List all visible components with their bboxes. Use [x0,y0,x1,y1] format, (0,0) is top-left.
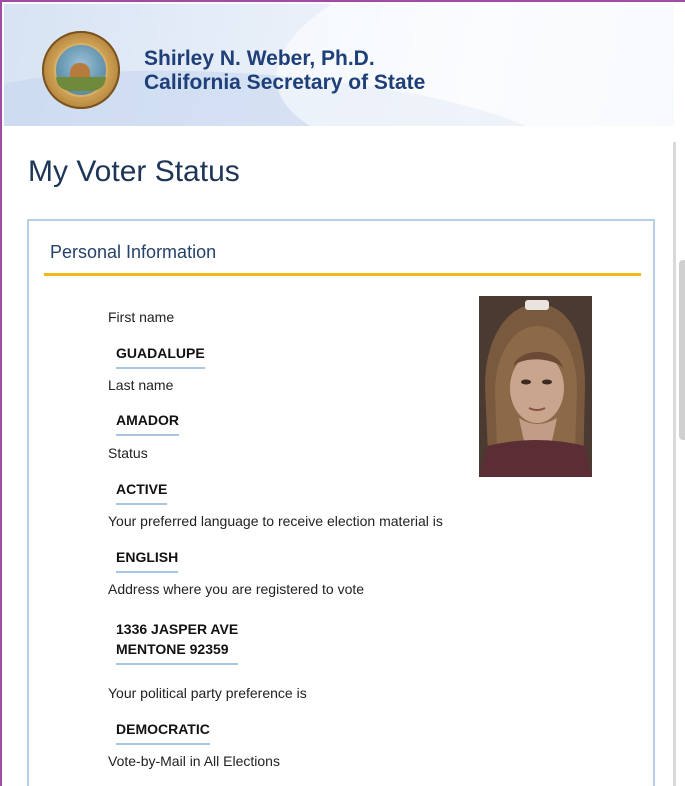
status-label: Status [108,445,148,461]
california-seal-icon[interactable] [42,31,120,109]
address-line-2: MENTONE 92359 [116,641,229,657]
last-name-underline [116,434,179,436]
personal-information-card [27,219,655,786]
secretary-name: Shirley N. Weber, Ph.D. [144,47,375,70]
last-name-text: AMADOR [116,412,179,428]
party-text: DEMOCRATIC [116,721,210,737]
content-edge [673,142,676,786]
seal-ground [56,77,106,91]
party-label: Your political party preference is [108,685,307,701]
first-name-label: First name [108,309,175,325]
last-name-value [113,410,183,436]
language-text: ENGLISH [116,549,179,565]
address-value [113,619,242,665]
first-name-value [113,343,209,369]
party-underline [116,743,210,745]
vote-by-mail-label: Vote-by-Mail in All Elections [108,753,280,769]
address-underline [116,663,238,665]
status-text: ACTIVE [116,481,168,497]
language-label: Your preferred language to receive election material is [108,513,443,529]
voter-photo-image [479,296,592,477]
address-label: Address where you are registered to vote [108,581,365,597]
scrollbar-handle[interactable] [679,260,685,440]
status-value [113,479,171,505]
language-value [113,547,182,573]
section-divider [44,273,641,276]
status-underline [116,503,167,505]
last-name-label: Last name [108,377,174,393]
language-underline [116,571,178,573]
party-value [113,719,214,745]
page-header [4,4,674,126]
section-title: Personal Information [50,242,217,262]
first-name-text: GUADALUPE [116,345,205,361]
first-name-underline [116,367,205,369]
address-line-1: 1336 JASPER AVE [116,621,239,637]
secretary-office: California Secretary of State [144,71,426,94]
voter-photo [479,296,592,477]
page-title: My Voter Status [28,155,240,188]
